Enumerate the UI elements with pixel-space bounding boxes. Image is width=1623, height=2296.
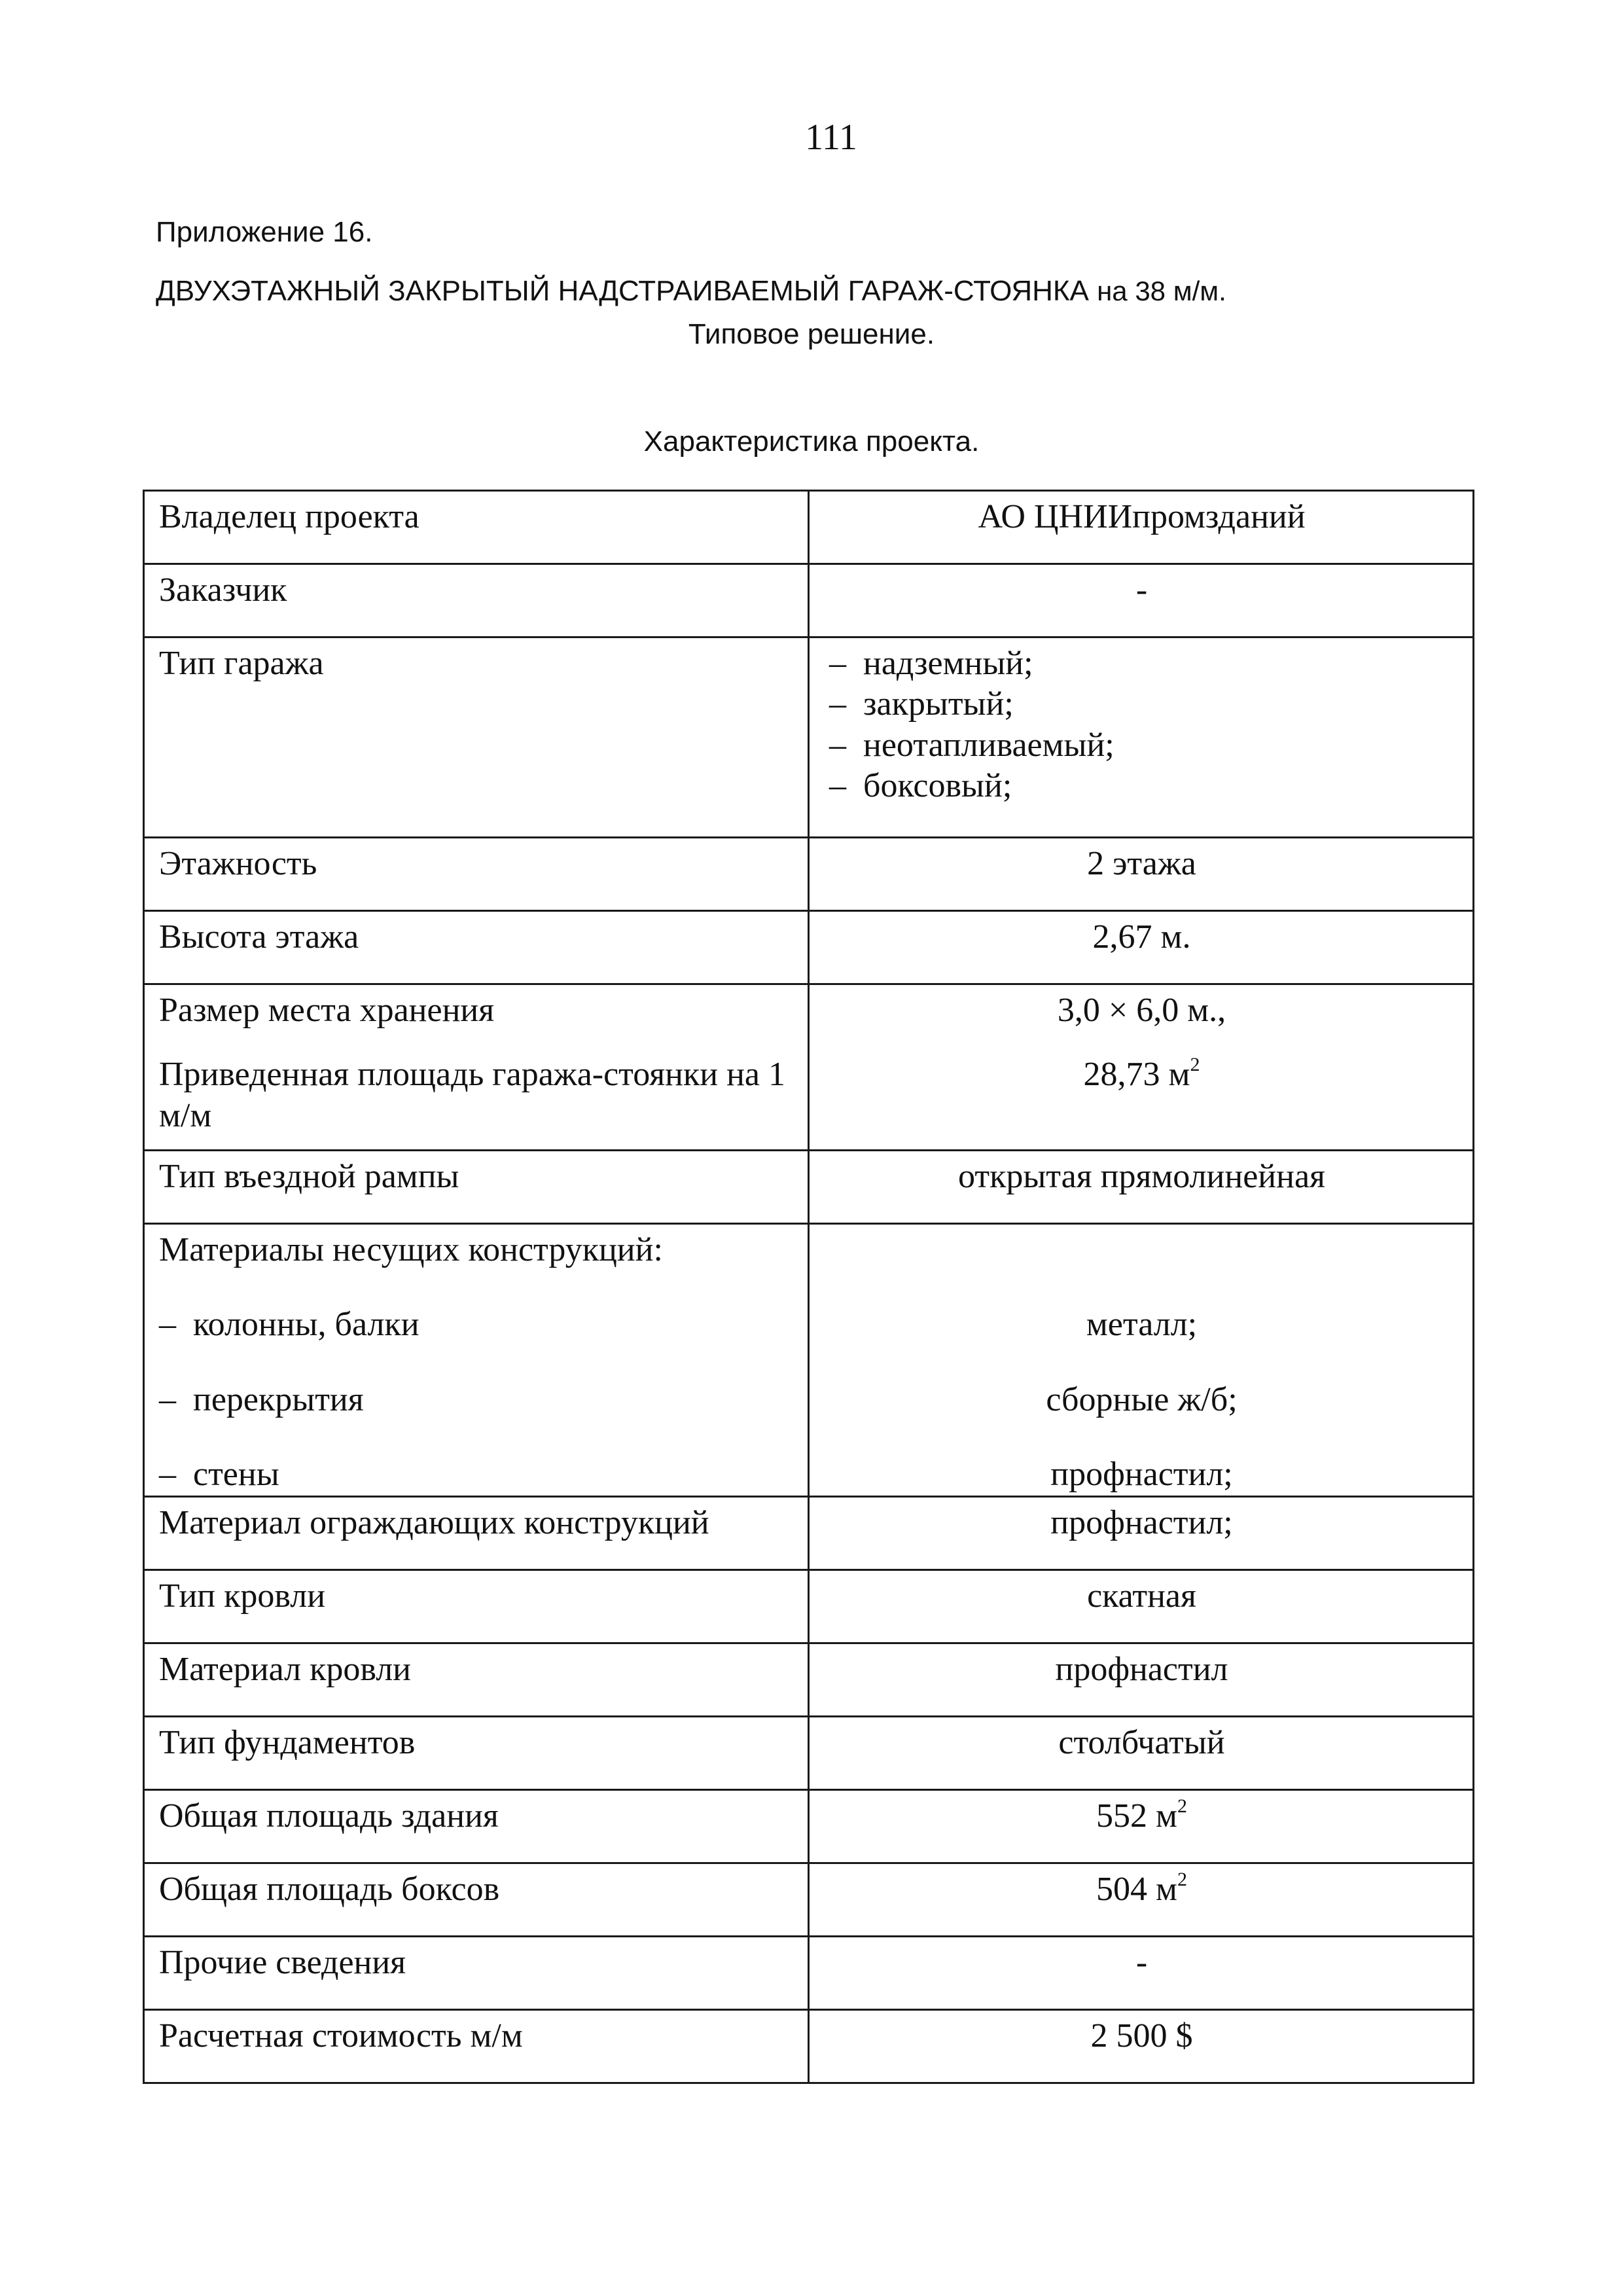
load-bearing-values <box>809 1224 1474 1497</box>
table-row <box>144 491 1474 564</box>
list-item: – боксовый; <box>829 767 1012 805</box>
project-characteristics-table <box>143 490 1474 2084</box>
page-number: 111 <box>805 117 857 158</box>
table-row <box>144 1789 1474 1863</box>
table-row <box>144 1496 1474 1570</box>
roof-type-value: скатная <box>809 1570 1474 1643</box>
list-item: – перекрытия <box>159 1380 364 1418</box>
ramp-type-value: открытая прямолинейная <box>809 1151 1474 1224</box>
title-main: ДВУХЭТАЖНЫЙ ЗАКРЫТЫЙ НАДСТРАИВАЕМЫЙ ГАРАЖ-СТОЯНКА <box>156 275 1089 307</box>
customer-label: Заказчик <box>144 564 809 637</box>
table-row <box>144 637 1474 838</box>
floors-value: 2 этажа <box>809 838 1474 911</box>
table-row <box>144 1936 1474 2009</box>
owner-value: АО ЦНИИпромзданий <box>809 491 1474 564</box>
list-item: – неотапливаемый; <box>829 726 1115 764</box>
other-value: - <box>809 1936 1474 2009</box>
roof-material-value: профнастил <box>809 1643 1474 1716</box>
table-row <box>144 1151 1474 1224</box>
list-item: профнастил; <box>1050 1456 1233 1494</box>
customer-value: - <box>809 564 1474 637</box>
title-suffix: на 38 м/м. <box>1097 276 1226 306</box>
ramp-type-label: Тип въездной рампы <box>144 1151 809 1224</box>
garage-type-label: Тип гаража <box>144 637 809 838</box>
storage-size-label: Размер места хранения <box>159 992 495 1029</box>
list-item: – закрытый; <box>829 685 1014 723</box>
table-row <box>144 1224 1474 1497</box>
foundation-value: столбчатый <box>809 1716 1474 1789</box>
building-area-value: 552 $м^2$ <box>809 1789 1474 1863</box>
boxes-area-label: Общая площадь боксов <box>144 1863 809 1936</box>
cost-label: Расчетная стоимость м/м <box>144 2009 809 2083</box>
table-row <box>144 1863 1474 1936</box>
table-row <box>144 2009 1474 2083</box>
enclosing-label: Материал ограждающих конструкций <box>144 1496 809 1570</box>
building-area-label: Общая площадь здания <box>144 1789 809 1863</box>
floor-height-value: 2,67 м. <box>809 911 1474 984</box>
enclosing-value: профнастил; <box>809 1496 1474 1570</box>
foundation-label: Тип фундаментов <box>144 1716 809 1789</box>
roof-material-label: Материал кровли <box>144 1643 809 1716</box>
boxes-area-value: 504 $м^2$ <box>809 1863 1474 1936</box>
list-item: сборные ж/б; <box>1046 1380 1238 1418</box>
other-label: Прочие сведения <box>144 1936 809 2009</box>
load-bearing-label: Материалы несущих конструкций: <box>159 1231 663 1268</box>
floors-label: Этажность <box>144 838 809 911</box>
table-row <box>144 838 1474 911</box>
floor-height-label: Высота этажа <box>144 911 809 984</box>
reduced-area-label: Приведенная площадь гаража-стоянки на 1 м/м <box>159 1056 785 1134</box>
table-row <box>144 1643 1474 1716</box>
list-item: металл; <box>1086 1306 1198 1344</box>
storage-size-value: 3,0 × 6,0 м., <box>1057 992 1226 1029</box>
storage-size-values <box>809 984 1474 1151</box>
roof-type-label: Тип кровли <box>144 1570 809 1643</box>
table-row <box>144 1716 1474 1789</box>
table-row <box>144 911 1474 984</box>
cost-value: 2 500 $ <box>809 2009 1474 2083</box>
list-item: – стены <box>159 1456 279 1494</box>
owner-label: Владелец проекта <box>144 491 809 564</box>
table-row <box>144 1570 1474 1643</box>
table-row <box>144 984 1474 1151</box>
storage-size-labels <box>144 984 809 1151</box>
document-subtitle: Типовое решение. <box>688 318 935 350</box>
appendix-label: Приложение 16. <box>156 216 373 248</box>
list-item: – колонны, балки <box>159 1306 419 1344</box>
table-row <box>144 564 1474 637</box>
reduced-area-value: 28,73 $м^2$ <box>1083 1054 1200 1094</box>
document-title <box>156 275 1465 308</box>
table-caption: Характеристика проекта. <box>643 425 980 457</box>
load-bearing-labels <box>144 1224 809 1497</box>
list-item: – надземный; <box>829 645 1033 682</box>
garage-type-values <box>809 637 1474 838</box>
